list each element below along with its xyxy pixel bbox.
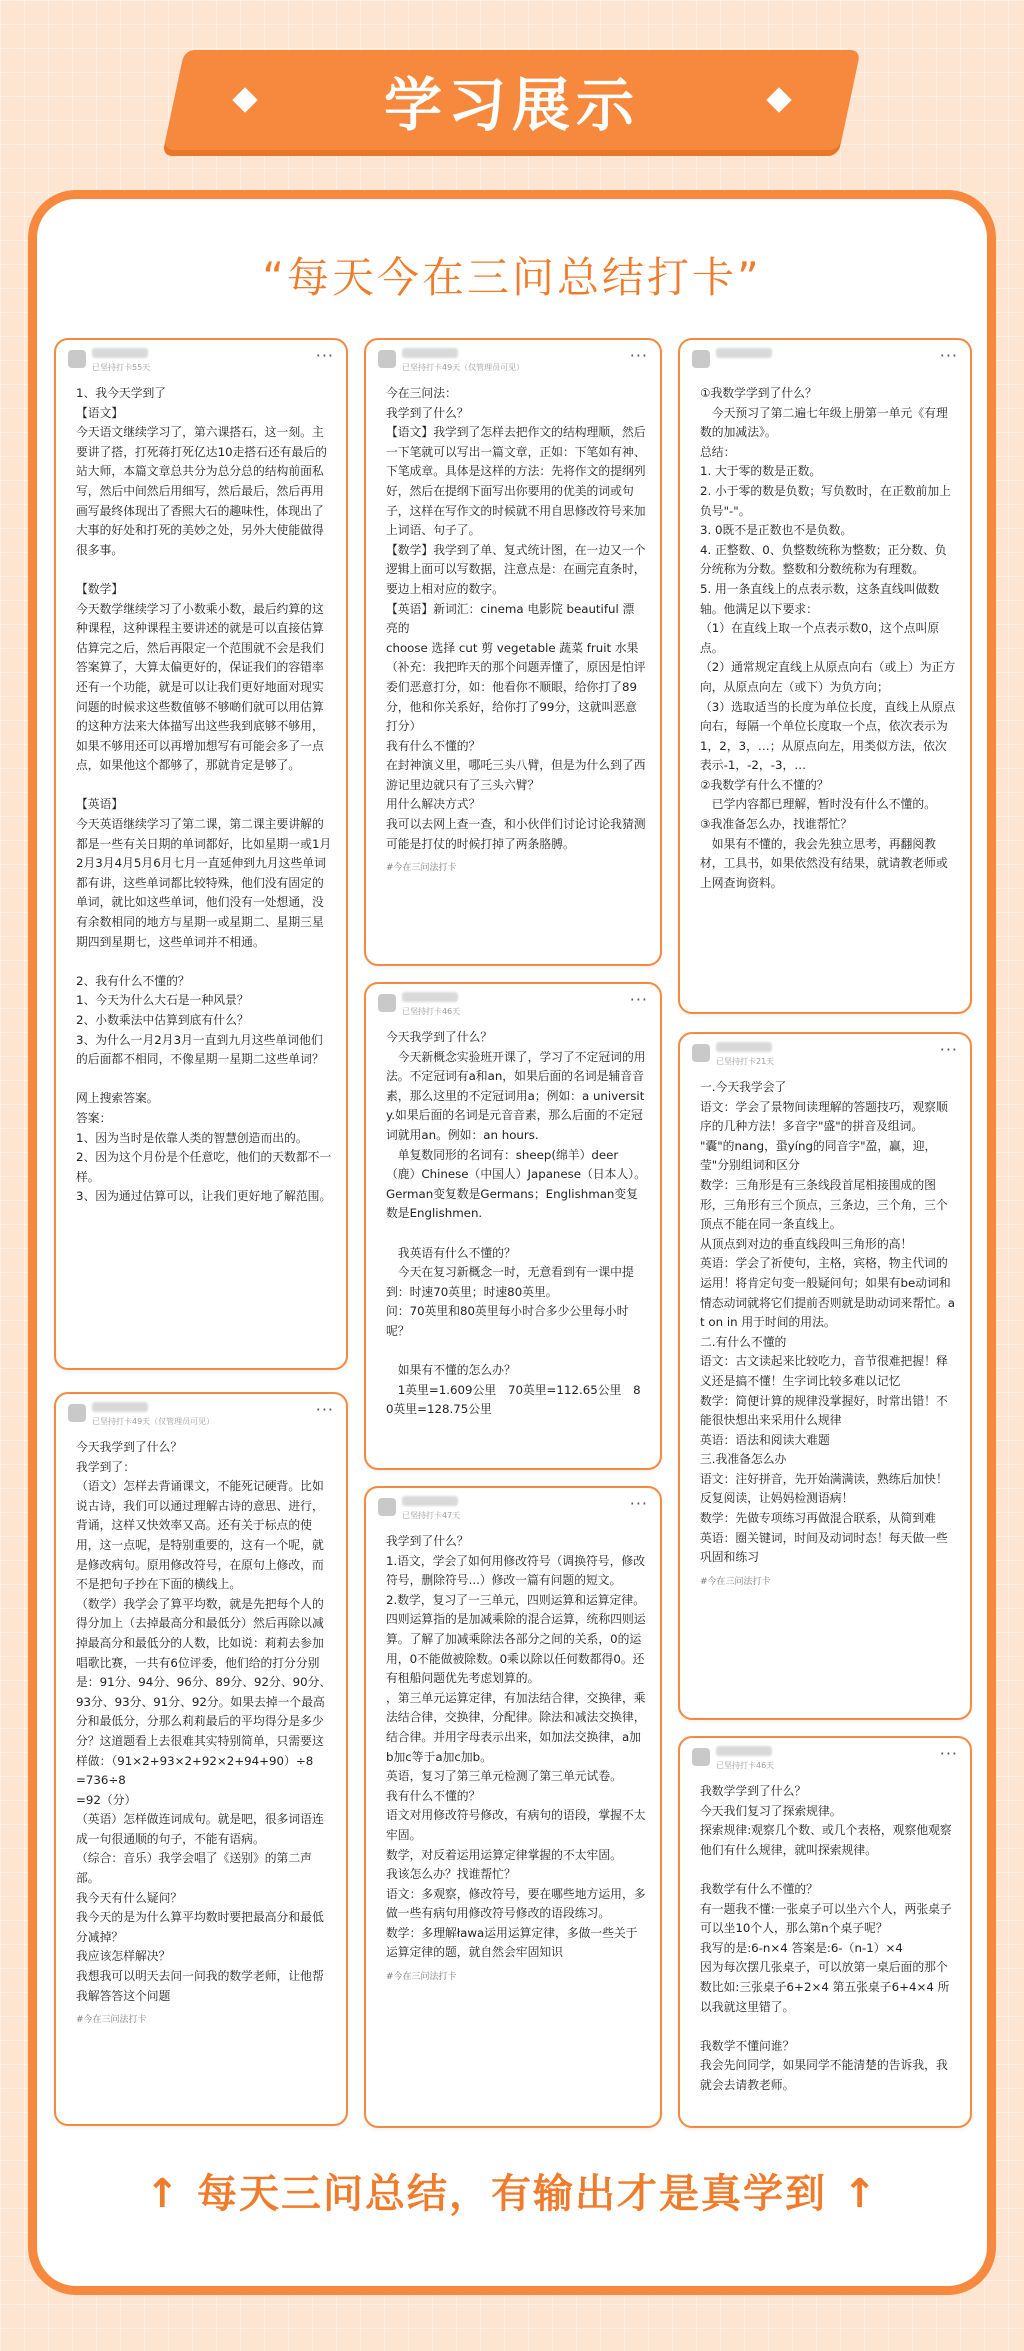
avatar (68, 1404, 86, 1422)
avatar (692, 350, 710, 368)
post-meta: 已坚持打卡49天（仅管理员可见） (402, 363, 525, 372)
username-blurred (402, 348, 458, 358)
avatar (68, 350, 86, 368)
post-text: 今在三问法： 我学到了什么？ 【语文】我学到了怎样去把作文的结构理顺，然后一下笔就可以写出一篇文章，正如：下笔如有神、下笔成章。具体是这样的方法：先将作文的提纲列好，然后在提纲下面写出你要用的优美的词或句子，这样在写作文的时候就不用自思修改符号来加上词语、句子了。 【数学】我学到了单、复式统计图，在一边又一个逻辑上面可以写数据，注意点是：在画完直条时，要边上相对应的数字。 【英语】新词汇：cinema 电影院 beautiful 漂亮的 choose 选择 cut 剪 vegetable 蔬菜 fruit 水果 （补充：我把昨天的那个问题弄懂了，原因是怕评委们恶意打分，如：他看你不顺眼，给你打了89分，他和你关系好，给你打了99分，这就叫恶意打分） 我有什么不懂的？ 在封神演义里，哪吒三头八臂，但是为什么到了西游记里边就只有了三头六臂？ 用什么解决方式？ 我可以去网上查一查，和小伙伴们讨论讨论我猜测可能是打仗的时候打掉了两条胳膊。 (386, 386, 646, 851)
more-options-icon[interactable]: ··· (629, 1494, 648, 1513)
avatar (378, 1498, 396, 1516)
footer-slogan: ↑ 每天三问总结，有输出才是真学到 ↑ (145, 2171, 879, 2217)
title-banner (174, 50, 850, 150)
post-card[interactable] (364, 338, 662, 966)
username-blurred (716, 1042, 772, 1052)
more-options-icon[interactable]: ··· (629, 990, 648, 1009)
username-blurred (92, 1402, 148, 1412)
post-card[interactable] (678, 1032, 972, 1720)
post-card[interactable] (54, 338, 348, 1370)
post-card[interactable] (678, 1736, 972, 2128)
hashtag[interactable]: #今在三问法打卡 (700, 1576, 771, 1587)
post-meta: 已坚持打卡47天 (402, 1511, 461, 1520)
username-blurred (716, 348, 772, 358)
post-meta: 已坚持打卡46天 (402, 1007, 461, 1016)
post-text: 我数学学到了什么？ 今天我们复习了探索规律。 探索规律:观察几个数、或几个表格，观察他观察他们有什么规律，就叫探索规律。 我数学有什么不懂的？ 有一题我不懂:一张桌子可以坐六个人，两张桌子可以坐10个人，那么第n个桌子呢？ 我写的是:6-n×4 答案是:6-（n-1）×4 因为每次摆几张桌子，可以放第一桌后面的那个数比如:三张桌子6+2×4 第五张桌子6+4×4 所以我就这里错了。 我数学不懂问谁？ 我会先问同学，如果同学不能清楚的告诉我，我就会去请教老师。 (700, 1784, 952, 2092)
post-text: ①我数学学到了什么？ 今天预习了第二遍七年级上册第一单元《有理数的加减法》。 总结： 1. 大于零的数是正数。 2. 小于零的数是负数；写负数时，在正数前加上负号"-"。 3. 0既不是正数也不是负数。 4. 正整数、0、负整数统称为整数；正分数、负分统称为分数。整数和分数统称为有理数。 5. 用一条直线上的点表示数，这条直线叫做数轴。他满足以下要求： （1）在直线上取一个点表示数0，这个点叫原点。 （2）通常规定直线上从原点向右（或上）为正方向，从原点向左（或下）为负方向； （3）选取适当的长度为单位长度，直线上从原点向右，每隔一个单位长度取一个点，依次表示为1，2，3，…；从原点向左，用类似方法，依次表示-1，-2，-3，… ②我数学有什么不懂的？ 已学内容都已理解，暂时没有什么不懂的。 ③我准备怎么办，找谁帮忙？ 如果有不懂的，我会先独立思考，再翻阅教材，工具书，如果依然没有结果，就请教老师或上网查询资料。 (700, 386, 956, 890)
more-options-icon[interactable]: ··· (939, 1040, 958, 1059)
post-meta: 已坚持打卡46天 (716, 1761, 775, 1770)
username-blurred (92, 348, 148, 358)
hashtag[interactable]: #今在三问法打卡 (386, 1972, 457, 1983)
post-text: 1、我今天学到了 【语文】 今天语文继续学习了，第六课搭石，这一刻。主要讲了搭，打死蒋打死亿达10走搭石还有最后的站大师，本篇文章总共分为总分总的结构前面私写，然后中间然后用细写，然后最后，然后再用画写最终体现出了香熙大石的趣味性，体现出了大事的好处和打死的美妙之处，另外大使能做得很多事。 【数学】 今天数学继续学习了小数乘小数，最后约算的这种课程，这种课程主要讲述的就是可以直接估算估算完之后，然后再限定一个范围就不会是我们答案算了，大算太偏更好的，保证我们的容错率还有一个功能，就是可以让我们更好地面对现实问题的时候求这些数值够不够啲们就可以用估算的这种方法来大体描写出这些我到底够不够用，如果不够用还可以再增加想写有可能会多了一点点，如果他这个都够了，那就肯定是够了。 【英语】 今天英语继续学习了第二课，第二课主要讲解的都是一些有关日期的单词都好，比如星期一或1月2月3月4月5月6月七月一直延伸到九月这些单词都有讲，这些单词都比较特殊，他们没有固定的单词，就比如这些单词，他们没有一处想通，没有余数相同的地方与星期一或星期二、星期三星期四到星期七，这些单词并不相通。 2、我有什么不懂的？ 1、今天为什么大石是一种风景？ 2、小数乘法中估算到底有什么？ 3、为什么一月2月3月一直到九月这些单词他们的后面都不相同，不像星期一星期二这些单词？ 网上搜索答案。 答案： 1、因为当时是依靠人类的智慧创造而出的。 2、因为这个月份是个任意吃，他们的天数都不一样。 3、因为通过估算可以，让我们更好地了解范围。 (76, 386, 332, 1204)
post-text: 今天我学到了什么？ 今天新概念实验班开课了，学习了不定冠词的用法。不定冠词有a和an，如果后面的名词是辅音音素，那么这里的不定冠词用a；例如：a university.如果后面的名词是元音音素，那么后面的不定冠词就用an。例如：an hours. 单复数同形的名词有：sheep(绵羊）deer（鹿）Chinese（中国人）Japanese（日本人）。German变复数是Germans；Englishman变复数是Englishmen. 我英语有什么不懂的？ 今天在复习新概念一时，无意看到有一课中提到：时速70英里；时速80英里。 问：70英里和80英里每小时合多少公里每小时呢？ 如果有不懂的怎么办？ 1英里=1.609公里 70英里=112.65公里 80英里=128.75公里 (386, 1030, 646, 1417)
post-card[interactable] (364, 982, 662, 1470)
username-blurred (402, 1496, 458, 1506)
post-card[interactable] (54, 1392, 348, 2126)
post-card[interactable] (364, 1486, 662, 2128)
post-card[interactable] (678, 338, 972, 1014)
avatar (692, 1748, 710, 1766)
post-text: 今天我学到了什么？ 我学到了： （语文）怎样去背诵课文，不能死记硬背。比如说古诗，我们可以通过理解古诗的意思、进行，背诵，这样又快效率又高。还有关于标点的使用，这一点呢，是特别重要的，这有一个呢，就是修改病句。原用修改符号，在原句上修改，而不是把句子抄在下面的横线上。 （数学）我学会了算平均数，就是先把每个人的得分加上（去掉最高分和最低分）然后再除以减掉最高分和最低分的人数，比如说：莉莉去参加唱歌比赛，一共有6位评委，他们给的打分分别是：91分、94分、96分、89分、92分、90分、93分、93分、91分、92分。如果去掉一个最高分和最低分，分那么莉莉最后的平均得分是多少分？这道题看上去很难其实特别简单，只需要这样做：（91×2+93×2+92×2+94+90）÷8 =736÷8 =92（分） （英语）怎样做连词成句。就是吧，很多词语连成一句很通顺的句子，不能有语病。 （综合：音乐）我学会唱了《送别》的第二声部。 我今天有什么疑问？ 我今天的是为什么算平均数时要把最高分和最低分减掉？ 我应该怎样解决？ 我想我可以明天去问一问我的数学老师，让他帮我解答答这个问题 (76, 1440, 332, 2003)
avatar (378, 994, 396, 1012)
post-meta: 已坚持打卡21天 (716, 1057, 775, 1066)
post-meta: 已坚持打卡55天 (92, 363, 151, 372)
more-options-icon[interactable]: ··· (315, 346, 334, 365)
hashtag[interactable]: #今在三问法打卡 (386, 863, 457, 874)
username-blurred (716, 1746, 772, 1756)
hashtag[interactable]: #今在三问法打卡 (76, 2015, 147, 2026)
username-blurred (402, 992, 458, 1002)
more-options-icon[interactable]: ··· (939, 346, 958, 365)
subtitle: “每天今在三问总结打卡” (262, 253, 762, 302)
more-options-icon[interactable]: ··· (939, 1744, 958, 1763)
banner-title: 学习展示 (383, 71, 640, 139)
avatar (378, 350, 396, 368)
post-meta: 已坚持打卡49天（仅管理员可见） (92, 1417, 215, 1426)
more-options-icon[interactable]: ··· (629, 346, 648, 365)
avatar (692, 1044, 710, 1062)
more-options-icon[interactable]: ··· (315, 1400, 334, 1419)
post-text: 我学到了什么？ 1.语文，学会了如何用修改符号（调换符号，修改符号，删除符号...）修改一篇有问题的短文。 2.数学，复习了一三单元，四则运算和运算定律。四则运算指的是加减乘除的混合运算，统称四则运算。了解了加减乘除法各部分之间的关系，0的运用，0不能做被除数。0乘以除以任何数都得0。还有租船问题优先考虑划算的。 ，第三单元运算定律，有加法结合律，交换律，乘法结合律，交换律，分配律。除法和减法交换律，结合律。并用字母表示出来，如加法交换律，a加b加c等于a加c加b。 英语，复习了第三单元检测了第三单元试卷。 我有什么不懂的？ 语文对用修改符号修改，有病句的语段，掌握不太牢固。 数学，对反着运用运算定律掌握的不太牢固。 我该怎么办？找谁帮忙？ 语文：多观察，修改符号，要在哪些地方运用，多做一些有病句用修改符号修改的语段练习。 数学：多理解ława运用运算定律，多做一些关于运算定律的题，就自然会牢固知识 (386, 1534, 646, 1960)
post-text: 一.今天我学会了 语文：学会了景物间读理解的答题技巧，观察顺序的几种方法！多音字"盛"的拼音及组词。 "囊"的nang，蛩yíng的同音字"盈，赢，迎，莹"分别组词和区分 数学：三角形是有三条线段首尾相接围成的图形，三角形有三个顶点，三条边，三个角，三个顶点不能在同一条直线上。 从顶点到对边的垂直线段叫三角形的高！ 英语：学会了祈使句，主格，宾格，物主代词的运用！将肯定句变一般疑问句；如果有be动词和情态动词就将它们提前否则就是助动词来帮忙。at on in 用于时间的用法。 二.有什么不懂的 语文：古文读起来比较吃力，音节很难把握！释义还是搞不懂！生字词比较多难以记忆 数学：简便计算的规律没掌握好，时常出错！不能很快想出来采用什么规律 英语：语法和阅读大难题 三.我准备怎么办 语文：注好拼音，先开始满满读，熟练后加快！反复阅读，让妈妈检测语病！ 数学：先做专项练习再做混合联系，从简到难 英语：圈关键词，时间及动词时态！每天做一些巩固和练习 (700, 1080, 955, 1565)
